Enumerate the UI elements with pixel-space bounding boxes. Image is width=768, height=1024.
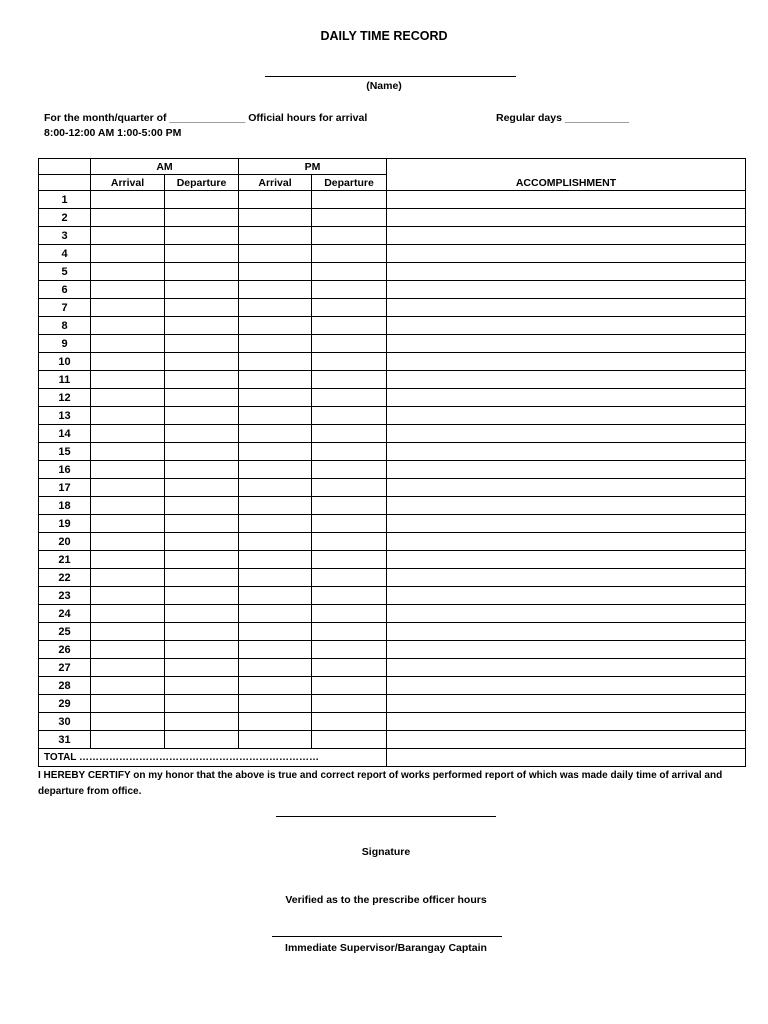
pm-departure-cell[interactable] bbox=[312, 731, 387, 749]
total-row bbox=[39, 749, 746, 767]
am-arrival-cell[interactable] bbox=[91, 425, 165, 443]
am-departure-cell[interactable] bbox=[165, 695, 239, 713]
day-number: 28 bbox=[39, 677, 91, 695]
day-number: 29 bbox=[39, 695, 91, 713]
pm-arrival-cell[interactable] bbox=[239, 713, 312, 731]
pm-arrival-cell[interactable] bbox=[239, 389, 312, 407]
accomplishment-cell[interactable] bbox=[387, 371, 746, 389]
table-row bbox=[39, 533, 746, 551]
pm-departure-cell[interactable] bbox=[312, 533, 387, 551]
pm-departure-cell[interactable] bbox=[312, 281, 387, 299]
table-row bbox=[39, 299, 746, 317]
am-departure-cell[interactable] bbox=[165, 659, 239, 677]
pm-departure-cell[interactable] bbox=[312, 641, 387, 659]
pm-departure-cell[interactable] bbox=[312, 389, 387, 407]
table-row bbox=[39, 641, 746, 659]
accomplishment-cell[interactable] bbox=[387, 443, 746, 461]
pm-arrival-cell[interactable] bbox=[239, 587, 312, 605]
pm-arrival-cell[interactable] bbox=[239, 299, 312, 317]
table-row bbox=[39, 425, 746, 443]
accomplishment-cell[interactable] bbox=[387, 353, 746, 371]
pm-arrival-cell[interactable] bbox=[239, 605, 312, 623]
pm-arrival-cell[interactable] bbox=[239, 641, 312, 659]
am-arrival-cell[interactable] bbox=[91, 245, 165, 263]
day-number: 4 bbox=[39, 245, 91, 263]
pm-arrival-header: Arrival bbox=[239, 175, 312, 191]
am-departure-cell[interactable] bbox=[165, 551, 239, 569]
pm-departure-cell[interactable] bbox=[312, 209, 387, 227]
pm-departure-cell[interactable] bbox=[312, 587, 387, 605]
am-arrival-cell[interactable] bbox=[91, 731, 165, 749]
am-arrival-header: Arrival bbox=[91, 175, 165, 191]
pm-arrival-cell[interactable] bbox=[239, 515, 312, 533]
accomplishment-cell[interactable] bbox=[387, 587, 746, 605]
pm-departure-cell[interactable] bbox=[312, 515, 387, 533]
table-row bbox=[39, 713, 746, 731]
pm-arrival-cell[interactable] bbox=[239, 497, 312, 515]
pm-arrival-cell[interactable] bbox=[239, 425, 312, 443]
verified-text: Verified as to the prescribe officer hours bbox=[285, 894, 487, 906]
pm-departure-cell[interactable] bbox=[312, 335, 387, 353]
am-departure-cell[interactable] bbox=[165, 335, 239, 353]
pm-arrival-cell[interactable] bbox=[239, 677, 312, 695]
pm-departure-header: Departure bbox=[312, 175, 387, 191]
table-row bbox=[39, 317, 746, 335]
regular-days-line: Regular days ___________ bbox=[496, 112, 630, 124]
corner-cell bbox=[39, 175, 91, 191]
table-row bbox=[39, 443, 746, 461]
accomplishment-cell[interactable] bbox=[387, 605, 746, 623]
pm-arrival-cell[interactable] bbox=[239, 371, 312, 389]
accomplishment-cell[interactable] bbox=[387, 281, 746, 299]
table-row bbox=[39, 731, 746, 749]
am-departure-cell[interactable] bbox=[165, 497, 239, 515]
pm-arrival-cell[interactable] bbox=[239, 263, 312, 281]
pm-arrival-cell[interactable] bbox=[239, 695, 312, 713]
am-departure-cell[interactable] bbox=[165, 389, 239, 407]
pm-arrival-cell[interactable] bbox=[239, 245, 312, 263]
pm-arrival-cell[interactable] bbox=[239, 551, 312, 569]
pm-arrival-cell[interactable] bbox=[239, 533, 312, 551]
am-arrival-cell[interactable] bbox=[91, 281, 165, 299]
pm-arrival-cell[interactable] bbox=[239, 227, 312, 245]
pm-departure-cell[interactable] bbox=[312, 317, 387, 335]
table-row bbox=[39, 209, 746, 227]
accomplishment-cell[interactable] bbox=[387, 299, 746, 317]
am-arrival-cell[interactable] bbox=[91, 515, 165, 533]
accomplishment-cell[interactable] bbox=[387, 317, 746, 335]
am-departure-cell[interactable] bbox=[165, 317, 239, 335]
table-row bbox=[39, 389, 746, 407]
am-departure-cell[interactable] bbox=[165, 227, 239, 245]
pm-arrival-cell[interactable] bbox=[239, 317, 312, 335]
accomplishment-cell[interactable] bbox=[387, 677, 746, 695]
am-arrival-cell[interactable] bbox=[91, 677, 165, 695]
accomplishment-cell[interactable] bbox=[387, 425, 746, 443]
am-departure-cell[interactable] bbox=[165, 605, 239, 623]
am-departure-cell[interactable] bbox=[165, 677, 239, 695]
accomplishment-cell[interactable] bbox=[387, 479, 746, 497]
am-departure-cell[interactable] bbox=[165, 191, 239, 209]
day-number: 8 bbox=[39, 317, 91, 335]
am-departure-header: Departure bbox=[165, 175, 239, 191]
pm-departure-cell[interactable] bbox=[312, 623, 387, 641]
pm-arrival-cell[interactable] bbox=[239, 209, 312, 227]
pm-arrival-cell[interactable] bbox=[239, 353, 312, 371]
am-departure-cell[interactable] bbox=[165, 461, 239, 479]
table-row bbox=[39, 407, 746, 425]
am-arrival-cell[interactable] bbox=[91, 695, 165, 713]
am-departure-cell[interactable] bbox=[165, 443, 239, 461]
pm-arrival-cell[interactable] bbox=[239, 731, 312, 749]
day-number: 30 bbox=[39, 713, 91, 731]
corner-cell bbox=[39, 159, 91, 175]
day-number: 7 bbox=[39, 299, 91, 317]
am-departure-cell[interactable] bbox=[165, 299, 239, 317]
accomplishment-cell[interactable] bbox=[387, 551, 746, 569]
total-accomplishment-cell[interactable] bbox=[387, 749, 746, 767]
am-arrival-cell[interactable] bbox=[91, 587, 165, 605]
pm-departure-cell[interactable] bbox=[312, 497, 387, 515]
am-arrival-cell[interactable] bbox=[91, 605, 165, 623]
table-row bbox=[39, 227, 746, 245]
am-arrival-cell[interactable] bbox=[91, 353, 165, 371]
day-number: 13 bbox=[39, 407, 91, 425]
am-arrival-cell[interactable] bbox=[91, 569, 165, 587]
am-arrival-cell[interactable] bbox=[91, 263, 165, 281]
pm-departure-cell[interactable] bbox=[312, 695, 387, 713]
accomplishment-cell[interactable] bbox=[387, 191, 746, 209]
table-row bbox=[39, 281, 746, 299]
accomplishment-cell[interactable] bbox=[387, 659, 746, 677]
am-arrival-cell[interactable] bbox=[91, 407, 165, 425]
pm-arrival-cell[interactable] bbox=[239, 443, 312, 461]
table-row bbox=[39, 569, 746, 587]
pm-departure-cell[interactable] bbox=[312, 713, 387, 731]
pm-arrival-cell[interactable] bbox=[239, 659, 312, 677]
day-number: 26 bbox=[39, 641, 91, 659]
day-number: 23 bbox=[39, 587, 91, 605]
accomplishment-cell[interactable] bbox=[387, 497, 746, 515]
pm-departure-cell[interactable] bbox=[312, 605, 387, 623]
am-arrival-cell[interactable] bbox=[91, 713, 165, 731]
am-departure-cell[interactable] bbox=[165, 353, 239, 371]
pm-departure-cell[interactable] bbox=[312, 407, 387, 425]
table-row bbox=[39, 245, 746, 263]
am-arrival-cell[interactable] bbox=[91, 335, 165, 353]
table-row bbox=[39, 191, 746, 209]
accomplishment-cell[interactable] bbox=[387, 263, 746, 281]
table-row bbox=[39, 587, 746, 605]
table-row bbox=[39, 551, 746, 569]
am-departure-cell[interactable] bbox=[165, 623, 239, 641]
pm-departure-cell[interactable] bbox=[312, 443, 387, 461]
am-departure-cell[interactable] bbox=[165, 515, 239, 533]
document-title: DAILY TIME RECORD bbox=[320, 29, 448, 43]
am-arrival-cell[interactable] bbox=[91, 461, 165, 479]
pm-arrival-cell[interactable] bbox=[239, 461, 312, 479]
pm-departure-cell[interactable] bbox=[312, 461, 387, 479]
accomplishment-cell[interactable] bbox=[387, 335, 746, 353]
accomplishment-cell[interactable] bbox=[387, 731, 746, 749]
pm-departure-cell[interactable] bbox=[312, 371, 387, 389]
day-number: 9 bbox=[39, 335, 91, 353]
am-departure-cell[interactable] bbox=[165, 479, 239, 497]
am-arrival-cell[interactable] bbox=[91, 479, 165, 497]
am-arrival-cell[interactable] bbox=[91, 443, 165, 461]
accomplishment-cell[interactable] bbox=[387, 389, 746, 407]
pm-arrival-cell[interactable] bbox=[239, 191, 312, 209]
accomplishment-cell[interactable] bbox=[387, 245, 746, 263]
am-arrival-cell[interactable] bbox=[91, 641, 165, 659]
pm-arrival-cell[interactable] bbox=[239, 281, 312, 299]
table-row bbox=[39, 479, 746, 497]
am-departure-cell[interactable] bbox=[165, 407, 239, 425]
pm-departure-cell[interactable] bbox=[312, 659, 387, 677]
pm-departure-cell[interactable] bbox=[312, 425, 387, 443]
day-number: 6 bbox=[39, 281, 91, 299]
am-departure-cell[interactable] bbox=[165, 569, 239, 587]
pm-departure-cell[interactable] bbox=[312, 245, 387, 263]
day-number: 24 bbox=[39, 605, 91, 623]
am-arrival-cell[interactable] bbox=[91, 551, 165, 569]
day-number: 12 bbox=[39, 389, 91, 407]
accomplishment-header: ACCOMPLISHMENT bbox=[387, 159, 746, 191]
pm-departure-cell[interactable] bbox=[312, 479, 387, 497]
pm-departure-cell[interactable] bbox=[312, 353, 387, 371]
am-arrival-cell[interactable] bbox=[91, 371, 165, 389]
pm-departure-cell[interactable] bbox=[312, 191, 387, 209]
am-arrival-cell[interactable] bbox=[91, 623, 165, 641]
table-row bbox=[39, 659, 746, 677]
table-row bbox=[39, 263, 746, 281]
table-row bbox=[39, 371, 746, 389]
supervisor-signature-line[interactable] bbox=[272, 928, 502, 937]
day-number: 21 bbox=[39, 551, 91, 569]
accomplishment-cell[interactable] bbox=[387, 533, 746, 551]
pm-departure-cell[interactable] bbox=[312, 569, 387, 587]
pm-departure-cell[interactable] bbox=[312, 227, 387, 245]
day-number: 17 bbox=[39, 479, 91, 497]
day-number: 3 bbox=[39, 227, 91, 245]
total-label: TOTAL ……………………………………………………………… bbox=[39, 749, 387, 767]
table-row bbox=[39, 353, 746, 371]
pm-arrival-cell[interactable] bbox=[239, 623, 312, 641]
am-departure-cell[interactable] bbox=[165, 587, 239, 605]
accomplishment-cell[interactable] bbox=[387, 641, 746, 659]
am-arrival-cell[interactable] bbox=[91, 209, 165, 227]
am-arrival-cell[interactable] bbox=[91, 659, 165, 677]
table-row bbox=[39, 623, 746, 641]
am-departure-cell[interactable] bbox=[165, 281, 239, 299]
am-departure-cell[interactable] bbox=[165, 425, 239, 443]
day-number: 1 bbox=[39, 191, 91, 209]
table-row bbox=[39, 497, 746, 515]
time-record-table bbox=[38, 158, 746, 767]
am-departure-cell[interactable] bbox=[165, 713, 239, 731]
official-hours: 8:00-12:00 AM 1:00-5:00 PM bbox=[44, 127, 182, 139]
am-departure-cell[interactable] bbox=[165, 209, 239, 227]
am-departure-cell[interactable] bbox=[165, 245, 239, 263]
pm-arrival-cell[interactable] bbox=[239, 407, 312, 425]
day-number: 22 bbox=[39, 569, 91, 587]
supervisor-label: Immediate Supervisor/Barangay Captain bbox=[285, 942, 487, 954]
accomplishment-cell[interactable] bbox=[387, 623, 746, 641]
accomplishment-cell[interactable] bbox=[387, 695, 746, 713]
table-row bbox=[39, 461, 746, 479]
am-arrival-cell[interactable] bbox=[91, 227, 165, 245]
am-departure-cell[interactable] bbox=[165, 533, 239, 551]
pm-arrival-cell[interactable] bbox=[239, 569, 312, 587]
day-number: 14 bbox=[39, 425, 91, 443]
am-departure-cell[interactable] bbox=[165, 371, 239, 389]
pm-departure-cell[interactable] bbox=[312, 551, 387, 569]
am-arrival-cell[interactable] bbox=[91, 191, 165, 209]
pm-arrival-cell[interactable] bbox=[239, 479, 312, 497]
pm-departure-cell[interactable] bbox=[312, 299, 387, 317]
table-row bbox=[39, 677, 746, 695]
accomplishment-cell[interactable] bbox=[387, 569, 746, 587]
accomplishment-cell[interactable] bbox=[387, 713, 746, 731]
day-number: 25 bbox=[39, 623, 91, 641]
am-departure-cell[interactable] bbox=[165, 263, 239, 281]
table-row bbox=[39, 695, 746, 713]
am-departure-cell[interactable] bbox=[165, 731, 239, 749]
month-quarter-line: For the month/quarter of _____________ Official hours for arrival bbox=[44, 112, 368, 124]
accomplishment-cell[interactable] bbox=[387, 227, 746, 245]
signature-line[interactable] bbox=[276, 808, 496, 817]
day-number: 19 bbox=[39, 515, 91, 533]
certification-text: I HEREBY CERTIFY on my honor that the above is true and correct report of works performed report of which was made daily time of arrival and departure from office. bbox=[38, 770, 723, 797]
table-row bbox=[39, 335, 746, 353]
am-arrival-cell[interactable] bbox=[91, 533, 165, 551]
day-number: 27 bbox=[39, 659, 91, 677]
name-blank-line[interactable] bbox=[265, 68, 516, 77]
am-arrival-cell[interactable] bbox=[91, 497, 165, 515]
day-number: 5 bbox=[39, 263, 91, 281]
pm-departure-cell[interactable] bbox=[312, 263, 387, 281]
am-header: AM bbox=[91, 159, 239, 175]
day-number: 20 bbox=[39, 533, 91, 551]
pm-arrival-cell[interactable] bbox=[239, 335, 312, 353]
pm-departure-cell[interactable] bbox=[312, 677, 387, 695]
table-row bbox=[39, 515, 746, 533]
am-departure-cell[interactable] bbox=[165, 641, 239, 659]
accomplishment-cell[interactable] bbox=[387, 209, 746, 227]
accomplishment-cell[interactable] bbox=[387, 407, 746, 425]
day-number: 15 bbox=[39, 443, 91, 461]
am-arrival-cell[interactable] bbox=[91, 389, 165, 407]
name-label: (Name) bbox=[366, 80, 402, 92]
day-number: 11 bbox=[39, 371, 91, 389]
am-arrival-cell[interactable] bbox=[91, 299, 165, 317]
day-number: 2 bbox=[39, 209, 91, 227]
am-arrival-cell[interactable] bbox=[91, 317, 165, 335]
accomplishment-cell[interactable] bbox=[387, 515, 746, 533]
day-number: 16 bbox=[39, 461, 91, 479]
day-number: 31 bbox=[39, 731, 91, 749]
accomplishment-cell[interactable] bbox=[387, 461, 746, 479]
day-number: 10 bbox=[39, 353, 91, 371]
pm-header: PM bbox=[239, 159, 387, 175]
table-row bbox=[39, 605, 746, 623]
day-number: 18 bbox=[39, 497, 91, 515]
signature-label: Signature bbox=[361, 846, 411, 858]
